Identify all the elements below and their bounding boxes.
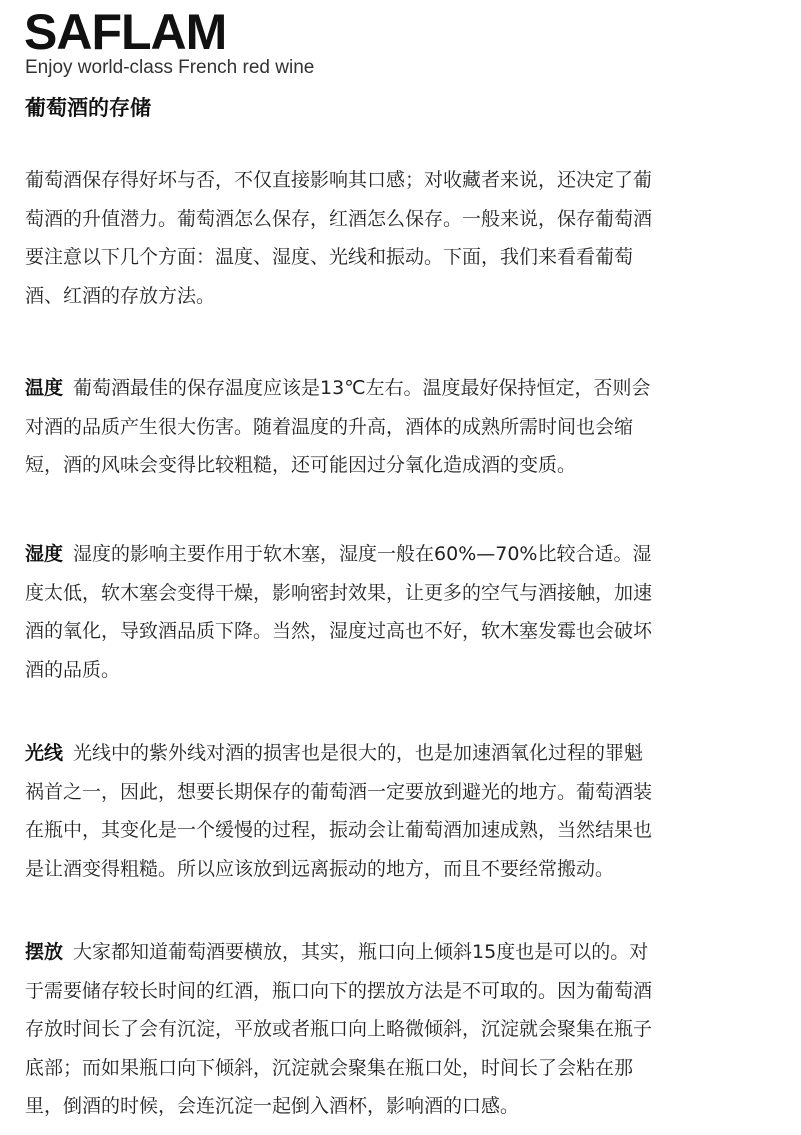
section-heading-light: 光线 xyxy=(25,742,64,764)
section-body-placement: 大家都知道葡萄酒要横放，其实，瓶口向上倾斜15度也是可以的。对于需要储存较长时间的红酒，瓶口向下的摆放方法是不可取的。因为葡萄酒存放时间长了会有沉淀，平放或者瓶口向上略微倾斜，沉淀就会聚集在瓶子底部；而如果瓶口向下倾斜，沉淀就会聚集在瓶口处，时间长了会粘在那里，倒酒的时候，会连沉淀一起倒入酒杯，影响酒的口感。 xyxy=(25,941,653,1117)
section-body-temperature: 葡萄酒最佳的保存温度应该是13℃左右。温度最好保持恒定，否则会对酒的品质产生很大伤害。随着温度的升高，酒体的成熟所需时间也会缩短，酒的风味会变得比较粗糙，还可能因过分氧化造成酒的变质。 xyxy=(25,377,651,476)
section-heading-temperature: 温度 xyxy=(25,377,64,399)
page-title: 葡萄酒的存储 xyxy=(25,96,151,120)
brand-logo-text: SAFLAM xyxy=(24,4,227,60)
section-humidity xyxy=(25,535,655,689)
section-body-humidity: 湿度的影响主要作用于软木塞，湿度一般在60%—70%比较合适。湿度太低，软木塞会变得干燥，影响密封效果，让更多的空气与酒接触，加速酒的氧化，导致酒品质下降。当然，湿度过高也不好，软木塞发霉也会破坏酒的品质。 xyxy=(25,543,653,681)
section-body-light: 光线中的紫外线对酒的损害也是很大的，也是加速酒氧化过程的罪魁祸首之一，因此，想要长期保存的葡萄酒一定要放到避光的地方。葡萄酒装在瓶中，其变化是一个缓慢的过程，振动会让葡萄酒加速成熟，当然结果也是让酒变得粗糙。所以应该放到远离振动的地方，而且不要经常搬动。 xyxy=(25,742,653,880)
brand-tagline: Enjoy world-class French red wine xyxy=(25,57,315,78)
section-temperature xyxy=(25,369,655,485)
section-heading-humidity: 湿度 xyxy=(25,543,64,565)
section-heading-placement: 摆放 xyxy=(25,941,64,963)
intro-paragraph: 葡萄酒保存得好坏与否，不仅直接影响其口感；对收藏者来说，还决定了葡萄酒的升值潜力。葡萄酒怎么保存，红酒怎么保存。一般来说，保存葡萄酒要注意以下几个方面：温度、湿度、光线和振动。下面，我们来看看葡萄酒、红酒的存放方法。 xyxy=(25,169,653,307)
section-light xyxy=(25,734,655,888)
section-placement xyxy=(25,933,655,1126)
